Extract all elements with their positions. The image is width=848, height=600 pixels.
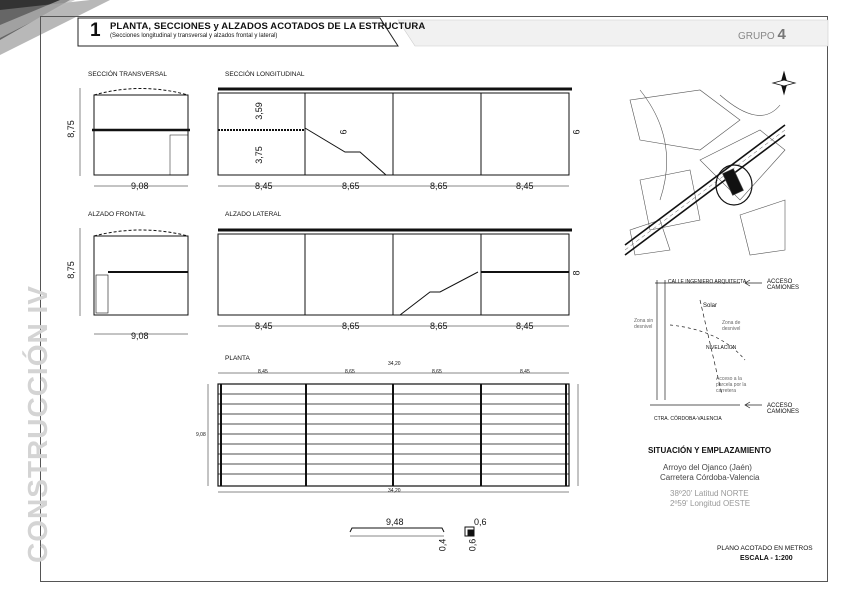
label-site-note: Acceso a la parcela por la carretera [716, 376, 747, 394]
label-road-bottom: CTRA. CÓRDOBA-VALENCIA [654, 416, 722, 422]
label-front-elevation: ALZADO FRONTAL [88, 211, 146, 218]
label-section-longitudinal: SECCIÓN LONGITUDINAL [225, 71, 305, 78]
section-transversal-drawing [80, 88, 190, 186]
dim-lat-span-3: 8,65 [430, 321, 448, 331]
dim-detail-col-w: 0,6 [474, 517, 487, 527]
dim-plan-seg-4: 8,45 [520, 369, 530, 375]
dim-lateral-height: 8 [571, 270, 582, 276]
dim-detail-width: 9,48 [386, 517, 404, 527]
label-section-transversal: SECCIÓN TRANSVERSAL [88, 71, 167, 78]
side-vertical-title: CONSTRUCCIÓN IV [22, 285, 53, 563]
detail-drawing [350, 527, 474, 536]
dim-long-span-2: 8,65 [342, 181, 360, 191]
dim-lat-span-1: 8,45 [255, 321, 273, 331]
dim-right-height: 6 [571, 129, 582, 135]
label-solar: Solar [703, 303, 718, 309]
dim-long-span-4: 8,45 [516, 181, 534, 191]
dim-plan-depth: 9,08 [196, 432, 206, 438]
dim-detail-col-h: 0,6 [467, 538, 478, 552]
dim-lat-span-2: 8,65 [342, 321, 360, 331]
side-elevation-drawing [218, 230, 572, 326]
dim-height-transversal: 8,75 [65, 120, 76, 138]
sheet-title: PLANTA, SECCIONES y ALZADOS ACOTADOS DE LA ESTRUCTURA [110, 21, 426, 32]
north-arrow [773, 72, 795, 94]
dim-plan-total-top: 34,20 [388, 361, 401, 367]
dim-mid-height: 6 [338, 129, 349, 135]
dim-height-front: 8,75 [65, 261, 76, 279]
site-map [625, 85, 785, 255]
label-marker: NIVELACION [706, 345, 737, 351]
sheet-number: 1 [90, 20, 101, 41]
label-zona-sin-desnivel: Zona sin desnivel [634, 318, 654, 330]
dim-plan-seg-3: 8,65 [432, 369, 442, 375]
dim-width-transversal: 9,08 [131, 181, 149, 191]
label-road-top: CALLE INGENIERO ARQUITECTA [668, 279, 747, 285]
dim-long-span-3: 8,65 [430, 181, 448, 191]
dim-long-span-1: 8,45 [255, 181, 273, 191]
location-heading: SITUACIÓN Y EMPLAZAMIENTO [648, 446, 772, 455]
group-text: GRUPO [738, 31, 775, 42]
location-line-3: 38º20' Latitud NORTE [670, 489, 749, 498]
dim-width-front: 9,08 [131, 331, 149, 341]
group-number: 4 [777, 26, 786, 43]
plan-drawing [208, 373, 578, 492]
label-zona-desnivel: Zona de desnivel [722, 320, 741, 332]
sheet-subtitle: (Secciones longitudinal y transversal y alzados frontal y lateral) [110, 33, 278, 39]
location-line-1: Arroyo del Ojanco (Jaén) [663, 463, 752, 472]
dim-detail-thick: 0,4 [437, 538, 448, 552]
location-line-4: 2º59' Longitud OESTE [670, 499, 751, 508]
label-plan: PLANTA [225, 355, 250, 362]
dim-lat-span-4: 8,45 [516, 321, 534, 331]
label-side-elevation: ALZADO LATERAL [225, 211, 282, 218]
section-longitudinal-drawing [218, 89, 572, 186]
dim-lower-height: 3,75 [253, 146, 264, 164]
label-access-trucks-1: ACCESO CAMIONES [767, 279, 800, 291]
dim-upper-height: 3,59 [253, 102, 264, 120]
front-elevation-drawing [80, 228, 188, 334]
location-line-2: Carretera Córdoba-Valencia [660, 473, 760, 482]
dim-plan-seg-1: 8,45 [258, 369, 268, 375]
dim-plan-seg-2: 8,65 [345, 369, 355, 375]
scale-value: ESCALA - 1:200 [740, 555, 793, 562]
scale-note: PLANO ACOTADO EN METROS [717, 545, 813, 552]
label-access-trucks-2: ACCESO CAMIONES [767, 403, 800, 415]
dim-plan-total-bottom: 34,20 [388, 488, 401, 494]
